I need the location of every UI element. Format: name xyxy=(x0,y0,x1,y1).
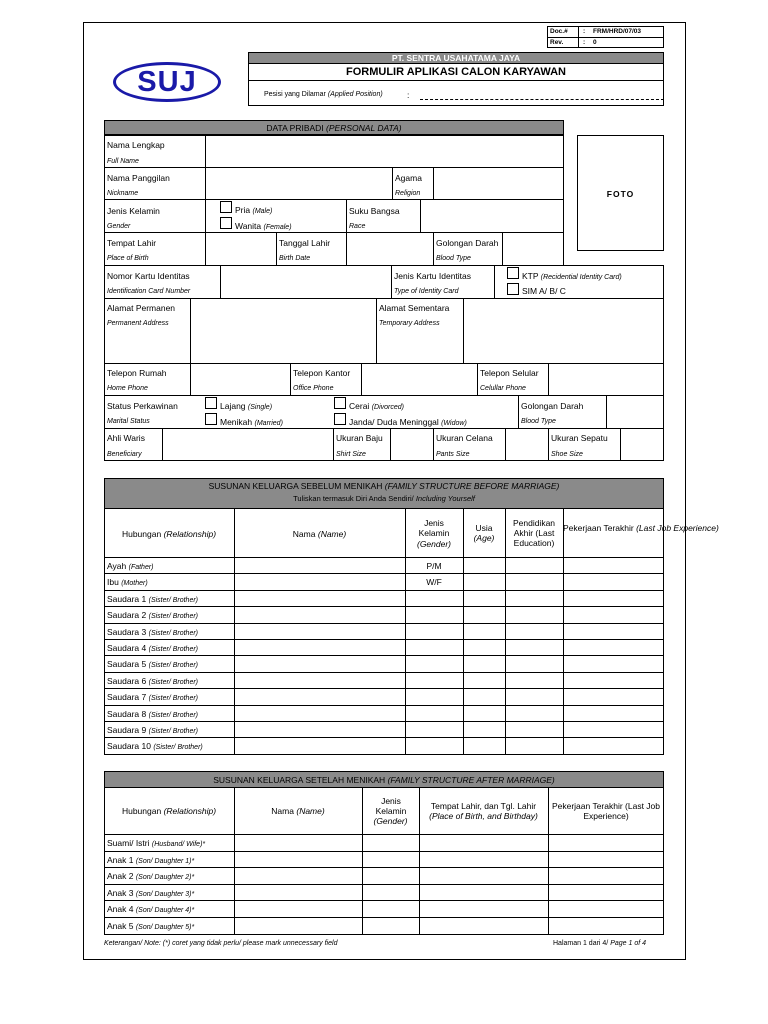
company-name: PT. SENTRA USAHATAMA JAYA xyxy=(391,53,521,63)
table-row: Suami/ Istri (Husband/ Wife)* xyxy=(107,838,206,848)
single-checkbox[interactable] xyxy=(205,397,217,409)
table-row: Saudara 7 (Sister/ Brother) xyxy=(107,692,199,702)
table-row: Saudara 8 (Sister/ Brother) xyxy=(107,709,199,719)
table-row: Anak 1 (Son/ Daughter 1)* xyxy=(107,855,195,865)
table-row: Anak 4 (Son/ Daughter 4)* xyxy=(107,904,195,914)
applied-position-input[interactable] xyxy=(420,99,664,100)
table-row: Saudara 10 (Sister/ Brother) xyxy=(107,741,203,751)
table-row: Saudara 9 (Sister/ Brother) xyxy=(107,725,199,735)
table-row: Ayah (Father) xyxy=(107,561,154,571)
table-row: Anak 5 (Son/ Daughter 5)* xyxy=(107,921,195,931)
gender-cell: P/M xyxy=(426,561,442,571)
widow-checkbox[interactable] xyxy=(334,413,346,425)
table-row: Anak 2 (Son/ Daughter 2)* xyxy=(107,871,195,881)
female-checkbox[interactable] xyxy=(220,217,232,229)
family-before-title: SUSUNAN KELUARGA SEBELUM MENIKAH (FAMILY STRUCTURE BEFORE MARRIAGE) xyxy=(208,481,560,491)
table-row: Saudara 3 (Sister/ Brother) xyxy=(107,627,199,637)
photo-label: FOTO xyxy=(606,189,635,199)
table-row: Saudara 5 (Sister/ Brother) xyxy=(107,659,199,669)
footer-note: Keterangan/ Note: (*) coret yang tidak perlu/ please mark unnecessary field xyxy=(104,940,338,947)
male-checkbox[interactable] xyxy=(220,201,232,213)
personal-data-title: DATA PRIBADI (PERSONAL DATA) xyxy=(266,123,402,133)
doc-number-label: Doc.# xyxy=(550,28,568,35)
family-after-title: SUSUNAN KELUARGA SETELAH MENIKAH (FAMILY STRUCTURE AFTER MARRIAGE) xyxy=(213,775,555,785)
page-number: Halaman 1 dari 4/ Page 1 of 4 xyxy=(553,940,647,947)
rev-value: 0 xyxy=(593,39,597,46)
married-checkbox[interactable] xyxy=(205,413,217,425)
form-title: FORMULIR APLIKASI CALON KARYAWAN xyxy=(346,66,566,78)
gender-cell: W/F xyxy=(426,577,442,587)
table-row: Saudara 1 (Sister/ Brother) xyxy=(107,594,199,604)
sim-checkbox[interactable] xyxy=(507,283,519,295)
company-logo xyxy=(113,62,221,102)
table-row: Saudara 4 (Sister/ Brother) xyxy=(107,643,199,653)
logo-text: SUJ xyxy=(137,66,197,98)
full-name-input[interactable] xyxy=(206,136,563,167)
table-row: Anak 3 (Son/ Daughter 3)* xyxy=(107,888,195,898)
ktp-checkbox[interactable] xyxy=(507,267,519,279)
table-row: Saudara 2 (Sister/ Brother) xyxy=(107,610,199,620)
divorced-checkbox[interactable] xyxy=(334,397,346,409)
family-before-subtitle: Tuliskan termasuk Diri Anda Sendiri/ Including Yourself xyxy=(293,494,475,503)
table-row: Saudara 6 (Sister/ Brother) xyxy=(107,676,199,686)
table-row: Ibu (Mother) xyxy=(107,577,148,587)
doc-number-value: FRM/HRD/07/03 xyxy=(593,28,642,35)
applied-position-label: Pesisi yang Dilamar (Applied Position) xyxy=(264,91,383,98)
rev-label: Rev. xyxy=(550,39,564,46)
